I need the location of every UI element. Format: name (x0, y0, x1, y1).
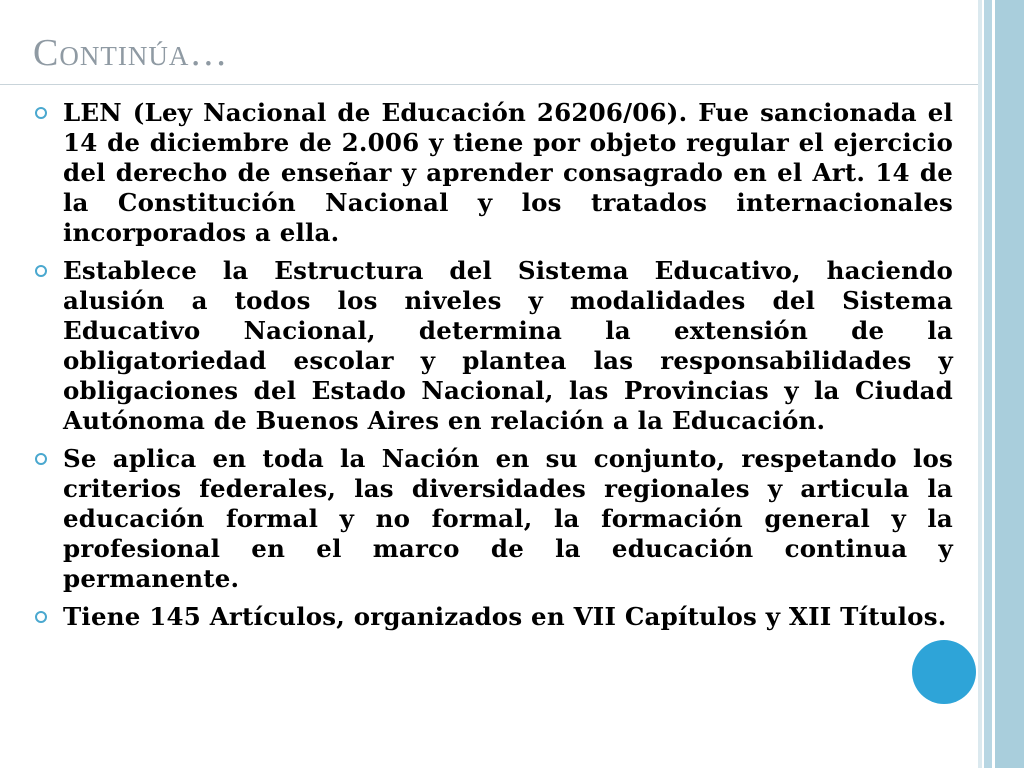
decorative-stripe (995, 0, 1024, 768)
slide-title: Continúa… (33, 32, 229, 74)
bullet-icon (35, 611, 47, 623)
list-item (33, 444, 953, 594)
list-item (33, 98, 953, 248)
bullet-list (33, 98, 953, 640)
bullet-text: Se aplica en toda la Nación en su conjunto, respetando los criterios federales, las diversidades regionales y articula la educación formal y no formal, la formación general y la profesional en el marco de la educación continua y permanente. (63, 444, 953, 593)
bullet-icon (35, 265, 47, 277)
decorative-stripe (984, 0, 992, 768)
bullet-text: Tiene 145 Artículos, organizados en VII Capítulos y XII Títulos. (63, 602, 947, 631)
bullet-text: Establece la Estructura del Sistema Educativo, haciendo alusión a todos los niveles y modalidades del Sistema Educativo Nacional, determina la extensión de la obligatoriedad escolar y plantea las responsabilidades y obligaciones del Estado Nacional, las Provincias y la Ciudad Autónoma de Buenos Aires en relación a la Educación. (63, 256, 953, 435)
page-number-circle (912, 640, 976, 704)
bullet-icon (35, 107, 47, 119)
list-item (33, 256, 953, 436)
list-item (33, 602, 953, 632)
bullet-icon (35, 453, 47, 465)
title-divider (0, 84, 978, 85)
bullet-text: LEN (Ley Nacional de Educación 26206/06). Fue sancionada el 14 de diciembre de 2.006 y tiene por objeto regular el ejercicio del derecho de enseñar y aprender consagrado en el Art. 14 de la Constitución Nacional y los tratados internacionales incorporados a ella. (63, 98, 953, 247)
